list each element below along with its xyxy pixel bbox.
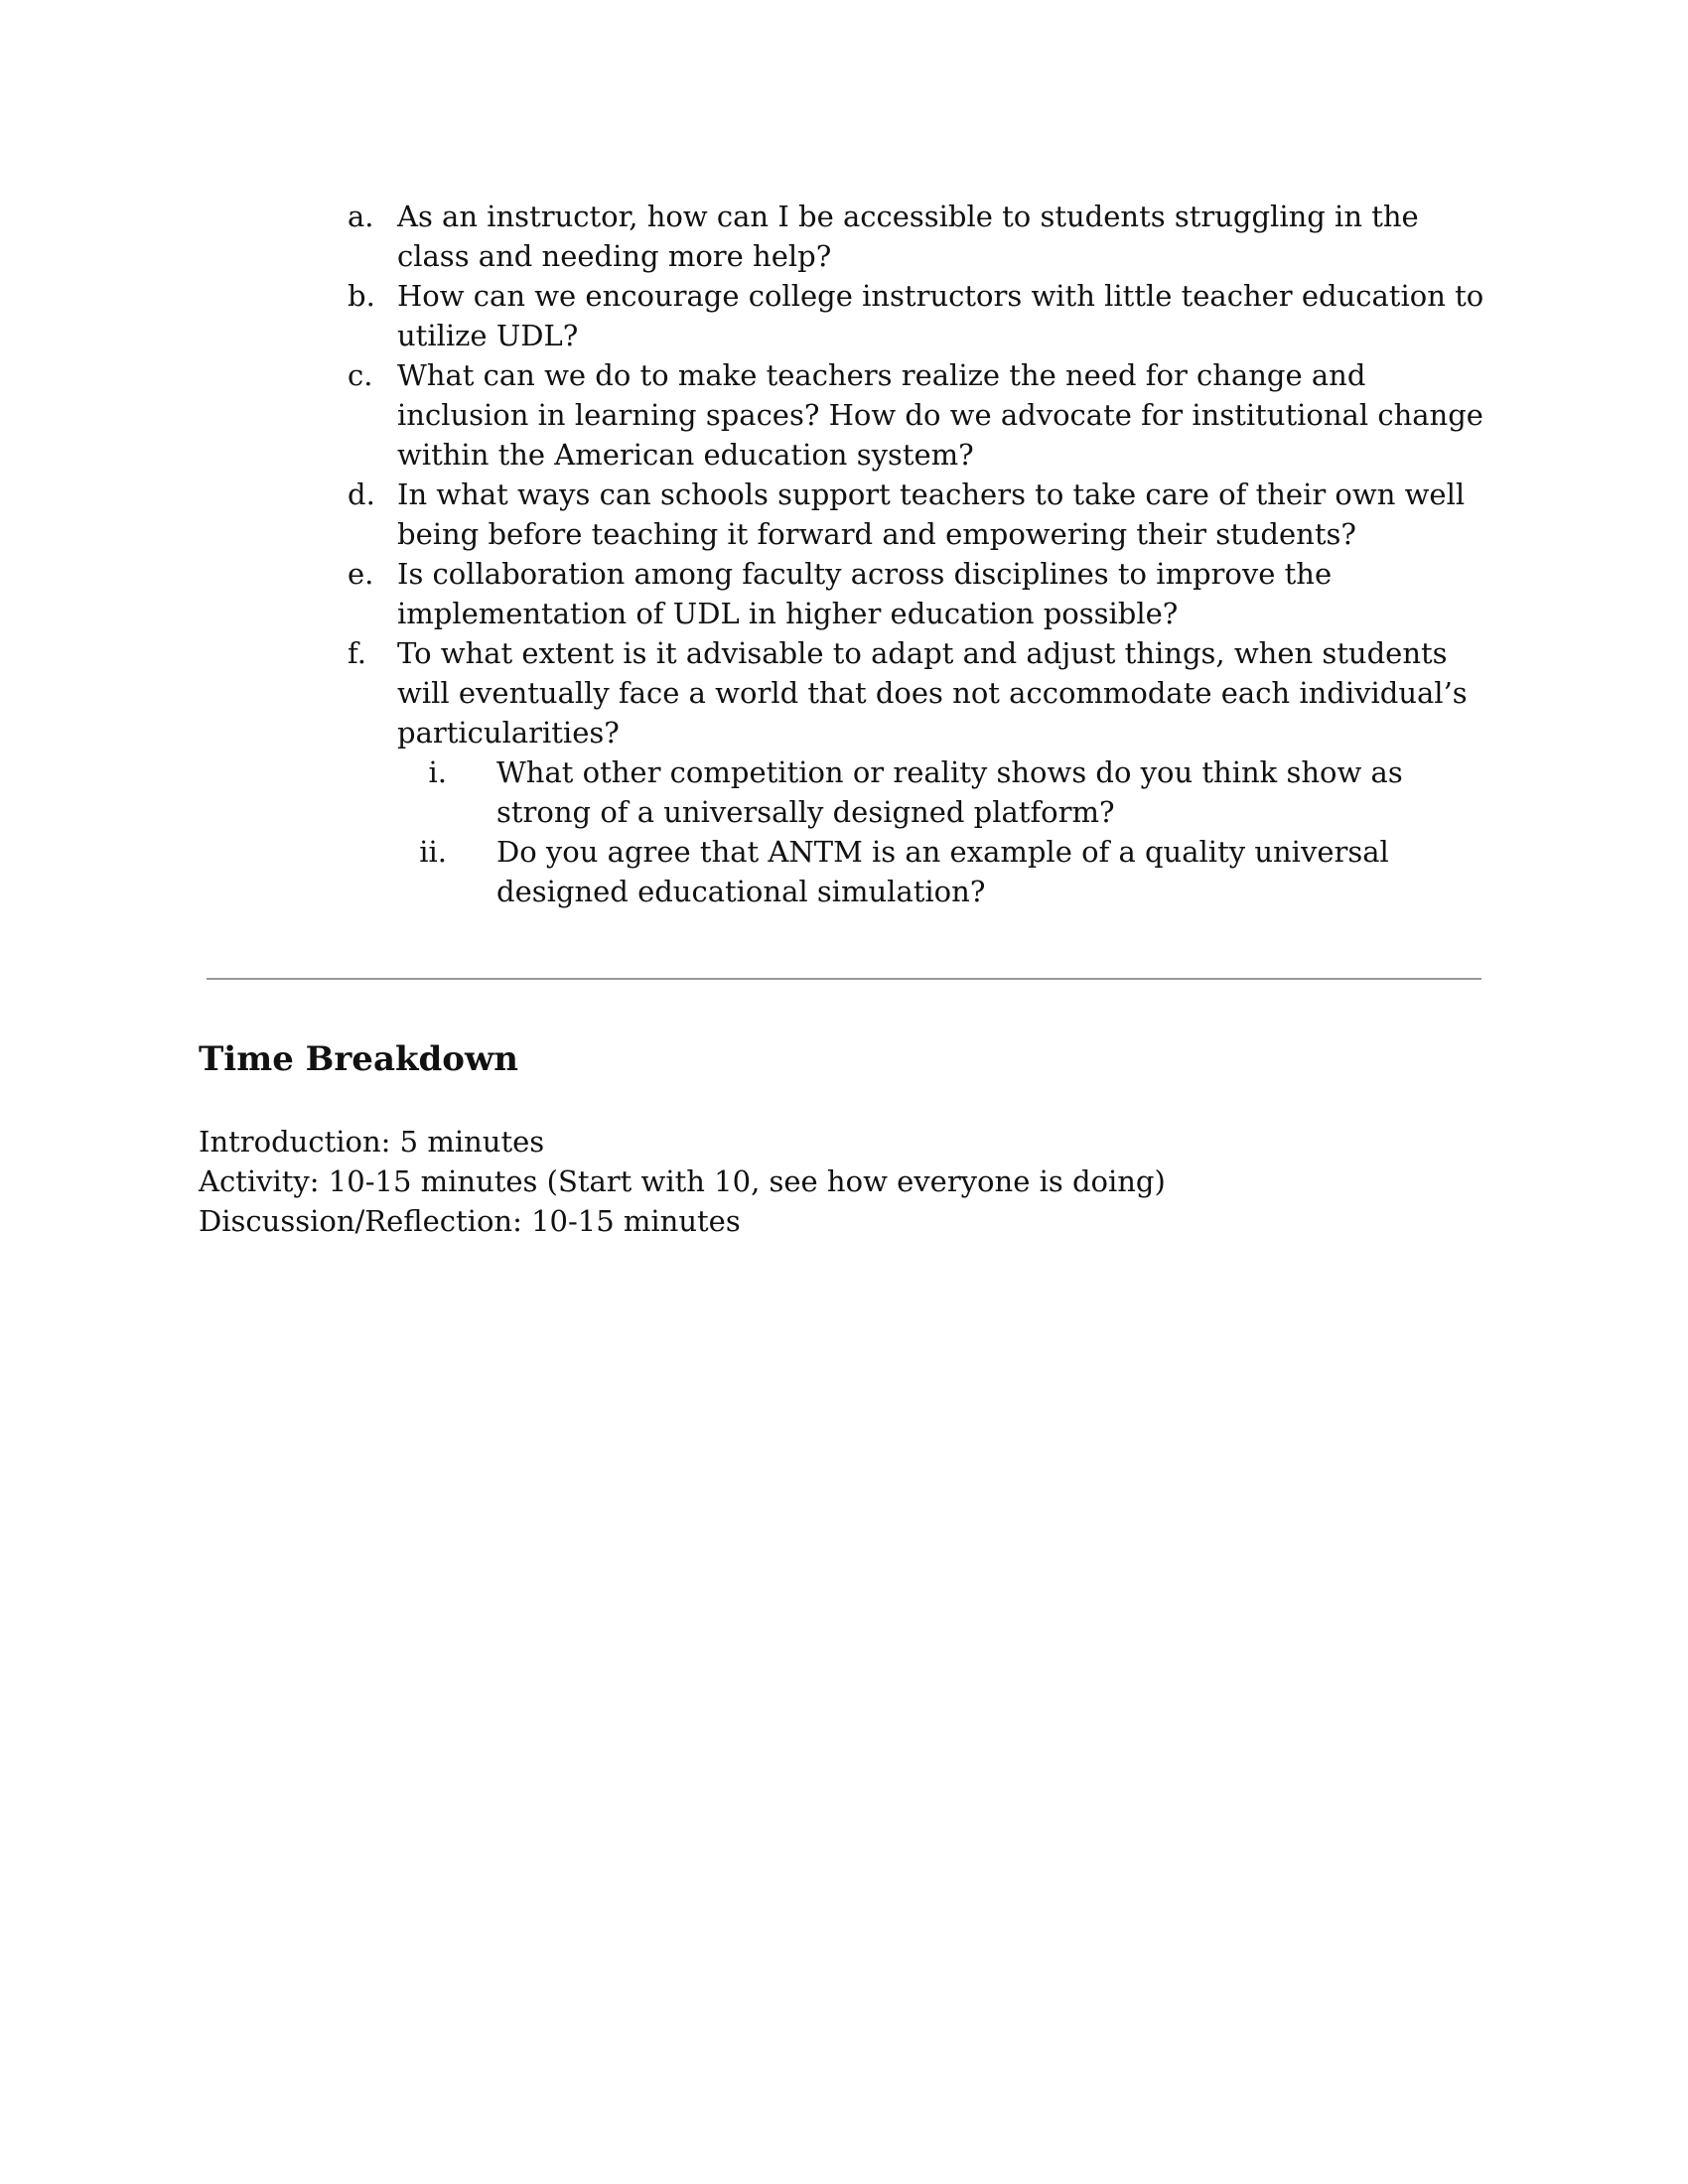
time-breakdown-lines [199,1122,1489,1241]
list-item-text: How can we encourage college instructors with little teacher education to utilize UDL? [397,279,1484,352]
sub-list-marker-text: i. [428,755,447,789]
list-marker: c. [348,358,373,392]
list-item [338,554,1489,633]
discussion-questions-list [338,197,1489,911]
time-line-activity: Activity: 10-15 minutes (Start with 10, see how everyone is doing) [199,1164,1166,1198]
list-item-text: As an instructor, how can I be accessible to students struggling in the class and needing more help? [397,200,1419,273]
section-heading: Time Breakdown [199,1039,518,1079]
list-marker: b. [348,279,375,313]
time-line-discussion: Discussion/Reflection: 10-15 minutes [199,1204,741,1238]
list-marker: d. [348,478,375,511]
list-item-text: In what ways can schools support teachers to take care of their own well being before teaching it forward and empowering their students? [397,478,1466,551]
time-line-introduction: Introduction: 5 minutes [199,1125,545,1159]
sub-list-marker-text: ii. [419,835,447,869]
list-item-text: Is collaboration among faculty across disciplines to improve the implementation of UDL in higher education possible? [397,557,1333,630]
sub-list-item [397,832,1489,911]
list-item [338,197,1489,276]
sub-list-item-text: What other competition or reality shows do you think show as strong of a universally designed platform? [496,755,1403,829]
sub-list-item-text: Do you agree that ANTM is an example of a quality universal designed educational simulation? [496,835,1389,908]
horizontal-divider [207,978,1481,980]
list-marker: e. [348,557,374,591]
list-item [338,355,1489,475]
list-marker: a. [348,200,374,233]
sub-list-item [397,752,1489,832]
list-marker: f. [348,636,366,670]
sub-list-marker [338,832,447,872]
list-item [338,633,1489,911]
list-item [338,276,1489,355]
list-item [338,475,1489,554]
list-item-text: To what extent is it advisable to adapt and adjust things, when students will eventually face a world that does not accommodate each individual’s particularities? [397,636,1468,750]
list-item-text: What can we do to make teachers realize the need for change and inclusion in learning spaces? How do we advocate for institutional change within the American education system? [397,358,1483,472]
sub-questions-list [397,752,1489,911]
sub-list-marker [338,752,447,792]
